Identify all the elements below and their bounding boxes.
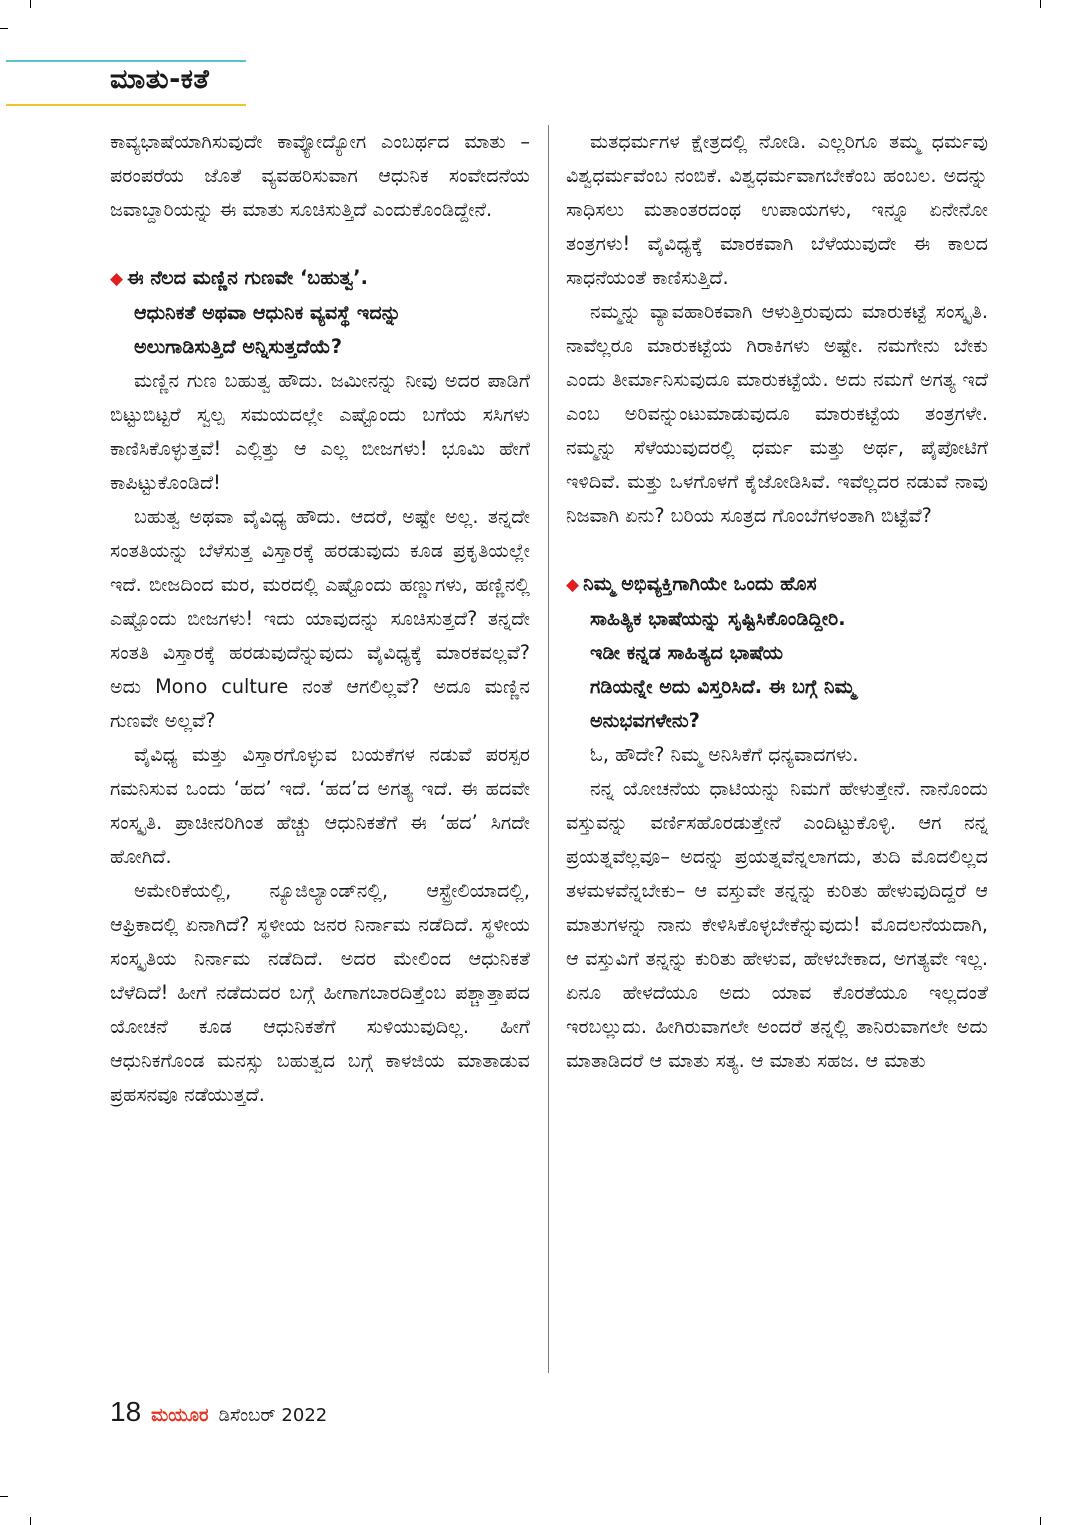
answer-paragraph: ಓ, ಹೌದೇ? ನಿಮ್ಮ ಅನಿಸಿಕೆಗೆ ಧನ್ಯವಾದಗಳು.	[590, 743, 859, 766]
intro-paragraph: ಕಾವ್ಯಭಾಷೆಯಾಗಿಸುವುದೇ ಕಾವ್ಯೋದ್ಯೋಗ ಎಂಬರ್ಥದ ಮಾತು – ಪರಂಪರೆಯ ಜೊತೆ ವ್ಯವಹರಿಸುವಾಗ ಆಧುನಿಕ ಸಂವೇದನೆಯ ಜವಾಬ್ದಾರಿಯನ್ನು ಈ ಮಾತು ಸೂಚಿಸುತ್ತಿದೆ ಎಂದುಕೊಂಡಿದ್ದೇನೆ.	[110, 130, 530, 221]
crop-mark	[1040, 0, 1041, 8]
crop-mark	[0, 28, 8, 29]
question-line: ಆಧುನಿಕತೆ ಅಥವಾ ಆಧುನಿಕ ವ್ಯವಸ್ಥೆ ಇದನ್ನು	[134, 301, 402, 324]
answer-paragraph: ಅಮೇರಿಕೆಯಲ್ಲಿ, ನ್ಯೂಜಿಲ್ಯಾಂಡ್‌ನಲ್ಲಿ, ಆಸ್ಟ್ರೇಲಿಯಾದಲ್ಲಿ, ಆಫ್ರಿಕಾದಲ್ಲಿ ಏನಾಗಿದೆ? ಸ್ಥಳೀಯ ಜನರ ನಿರ್ನಾಮ ನಡೆದಿದೆ. ಸ್ಥಳೀಯ ಸಂಸ್ಕೃತಿಯ ನಿರ್ನಾಮ ನಡೆದಿದೆ. ಅದರ ಮೇಲಿಂದ ಆಧುನಿಕತೆ ಬೆಳೆದಿದೆ! ಹೀಗೆ ನಡೆದುದರ ಬಗ್ಗೆ ಹೀಗಾಗಬಾರದಿತ್ತೆಂಬ ಪಶ್ಚಾತ್ತಾಪದ ಯೋಚನೆ ಕೂಡ ಆಧುನಿಕತೆಗೆ ಸುಳಿಯುವುದಿಲ್ಲ. ಹೀಗೆ ಆಧುನಿಕಗೊಂಡ ಮನಸ್ಸು ಬಹುತ್ವದ ಬಗ್ಗೆ ಕಾಳಜಿಯ ಮಾತಾಡುವ ಪ್ರಹಸನವೂ ನಡೆಯುತ್ತದೆ.	[110, 879, 530, 1106]
question-text: ನಿಮ್ಮ ಅಭಿವ್ಯಕ್ತಿಗಾಗಿಯೇ ಒಂದು ಹೊಸ	[583, 572, 817, 595]
question-line: ಅಲುಗಾಡಿಸುತ್ತಿದೆ ಅನ್ನಿಸುತ್ತದೆಯೆ?	[134, 335, 342, 358]
answer-paragraph: ಮಣ್ಣಿನ ಗುಣ ಬಹುತ್ವ ಹೌದು. ಜಮೀನನ್ನು ನೀವು ಅದರ ಪಾಡಿಗೆ ಬಿಟ್ಟುಬಿಟ್ಟರೆ ಸ್ವಲ್ಪ ಸಮಯದಲ್ಲೇ ಎಷ್ಟೊಂದು ಬಗೆಯ ಸಸಿಗಳು ಕಾಣಿಸಿಕೊಳ್ಳುತ್ತವೆ! ಎಲ್ಲಿತ್ತು ಆ ಎಲ್ಲ ಬೀಜಗಳು! ಭೂಮಿ ಹೇಗೆ ಕಾಪಿಟ್ಟುಕೊಂಡಿದೆ!	[110, 369, 530, 494]
answer-paragraph: ಮತಧರ್ಮಗಳ ಕ್ಷೇತ್ರದಲ್ಲಿ ನೋಡಿ. ಎಲ್ಲರಿಗೂ ತಮ್ಮ ಧರ್ಮವು ವಿಶ್ವಧರ್ಮವೆಂಬ ನಂಬಿಕೆ. ವಿಶ್ವಧರ್ಮವಾಗಬೇಕೆಂಬ ಹಂಬಲ. ಅದನ್ನು ಸಾಧಿಸಲು ಮತಾಂತರದಂಥ ಉಪಾಯಗಳು, ಇನ್ನೂ ಏನೇನೋ ತಂತ್ರಗಳು! ವೈವಿಧ್ಯಕ್ಕೆ ಮಾರಕವಾಗಿ ಬೆಳೆಯುವುದೇ ಈ ಕಾಲದ ಸಾಧನೆಯಂತೆ ಕಾಣಿಸುತ್ತಿದೆ.	[566, 130, 988, 289]
diamond-bullet-icon: ◆	[110, 269, 124, 289]
header-rule-top	[6, 60, 246, 62]
crop-mark	[30, 0, 31, 8]
question-text: ಈ ನೆಲದ ಮಣ್ಣಿನ ಗುಣವೇ ‘ಬಹುತ್ವ’.	[127, 266, 368, 289]
question-line	[566, 567, 988, 602]
crop-mark	[0, 1496, 8, 1497]
page-footer	[110, 1396, 327, 1428]
header-rule-bottom	[6, 104, 246, 106]
issue-date: ಡಿಸೆಂಬರ್ 2022	[218, 1405, 328, 1426]
question-line: ಇಡೀ ಕನ್ನಡ ಸಾಹಿತ್ಯದ ಭಾಷೆಯ	[590, 641, 784, 664]
column-divider	[548, 125, 549, 1373]
question-line: ಸಾಹಿತ್ಯಿಕ ಭಾಷೆಯನ್ನು ಸೃಷ್ಟಿಸಿಕೊಂಡಿದ್ದೀರಿ.	[590, 607, 846, 630]
magazine-logo: ಮಯೂರ	[151, 1405, 209, 1426]
answer-paragraph: ಬಹುತ್ವ ಅಥವಾ ವೈವಿಧ್ಯ ಹೌದು. ಆದರೆ, ಅಷ್ಟೇ ಅಲ್ಲ. ತನ್ನದೇ ಸಂತತಿಯನ್ನು ಬೆಳೆಸುತ್ತ ವಿಸ್ತಾರಕ್ಕೆ ಹರಡುವುದು ಕೂಡ ಪ್ರಕೃತಿಯಲ್ಲೇ ಇದೆ. ಬೀಜದಿಂದ ಮರ, ಮರದಲ್ಲಿ ಎಷ್ಟೊಂದು ಹಣ್ಣುಗಳು, ಹಣ್ಣಿನಲ್ಲಿ ಎಷ್ಟೊಂದು ಬೀಜಗಳು! ಇದು ಯಾವುದನ್ನು ಸೂಚಿಸುತ್ತದೆ? ತನ್ನದೇ ಸಂತತಿ ವಿಸ್ತಾರಕ್ಕೆ ಹರಡುವುದೆನ್ನುವುದು ವೈವಿಧ್ಯಕ್ಕೆ ಮಾರಕವಲ್ಲವೆ? ಅದು Mono culture ನಂತೆ ಆಗಲಿಲ್ಲವೆ? ಅದೂ ಮಣ್ಣಿನ ಗುಣವೇ ಅಲ್ಲವೆ?	[110, 505, 530, 732]
answer-paragraph: ವೈವಿಧ್ಯ ಮತ್ತು ವಿಸ್ತಾರಗೊಳ್ಳುವ ಬಯಕೆಗಳ ನಡುವೆ ಪರಸ್ಪರ ಗಮನಿಸುವ ಒಂದು ‘ಹದ’ ಇದೆ. ‘ಹದ’ದ ಅಗತ್ಯ ಇದೆ. ಈ ಹದವೇ ಸಂಸ್ಕೃತಿ. ಪ್ರಾಚೀನರಿಗಿಂತ ಹೆಚ್ಚು ಆಧುನಿಕತೆಗೆ ಈ ‘ಹದ’ ಸಿಗದೇ ಹೋಗಿದೆ.	[110, 743, 530, 868]
right-column	[566, 125, 988, 1078]
spacer	[110, 227, 530, 261]
spacer	[566, 533, 988, 567]
section-title: ಮಾತು-ಕತೆ	[110, 64, 210, 95]
crop-mark	[1040, 1517, 1041, 1525]
page-number: 18	[110, 1396, 142, 1427]
diamond-bullet-icon: ◆	[566, 575, 580, 595]
question-line: ಗಡಿಯನ್ನೇ ಅದು ವಿಸ್ತರಿಸಿದೆ. ಈ ಬಗ್ಗೆ ನಿಮ್ಮ	[590, 675, 856, 698]
question-line	[110, 261, 530, 296]
left-column	[110, 125, 530, 1112]
answer-paragraph: ನನ್ನ ಯೋಚನೆಯ ಧಾಟಿಯನ್ನು ನಿಮಗೆ ಹೇಳುತ್ತೇನೆ. ನಾನೊಂದು ವಸ್ತುವನ್ನು ವರ್ಣಿಸಹೊರಡುತ್ತೇನೆ ಎಂದಿಟ್ಟುಕೊಳ್ಳಿ. ಆಗ ನನ್ನ ಪ್ರಯತ್ನವೆಲ್ಲವೂ– ಅದನ್ನು ಪ್ರಯತ್ನವೆನ್ನಲಾಗದು, ತುದಿ ಮೊದಲಿಲ್ಲದ ತಳಮಳವೆನ್ನಬೇಕು– ಆ ವಸ್ತುವೇ ತನ್ನನ್ನು ಕುರಿತು ಹೇಳುವುದಿದ್ದರೆ ಆ ಮಾತುಗಳನ್ನು ನಾನು ಕೇಳಿಸಿಕೊಳ್ಳಬೇಕೆನ್ನುವುದು! ಮೊದಲನೆಯದಾಗಿ, ಆ ವಸ್ತುವಿಗೆ ತನ್ನನ್ನು ಕುರಿತು ಹೇಳುವ, ಹೇಳಬೇಕಾದ, ಅಗತ್ಯವೇ ಇಲ್ಲ. ಏನೂ ಹೇಳದೆಯೂ ಅದು ಯಾವ ಕೊರತೆಯೂ ಇಲ್ಲದಂತೆ ಇರಬಲ್ಲುದು. ಹೀಗಿರುವಾಗಲೇ ಅಂದರೆ ತನ್ನಲ್ಲಿ ತಾನಿರುವಾಗಲೇ ಅದು ಮಾತಾಡಿದರೆ ಆ ಮಾತು ಸತ್ಯ. ಆ ಮಾತು ಸಹಜ. ಆ ಮಾತು	[566, 777, 988, 1072]
answer-paragraph: ನಮ್ಮನ್ನು ವ್ಯಾವಹಾರಿಕವಾಗಿ ಆಳುತ್ತಿರುವುದು ಮಾರುಕಟ್ಟೆ ಸಂಸ್ಕೃತಿ. ನಾವೆಲ್ಲರೂ ಮಾರುಕಟ್ಟೆಯ ಗಿರಾಕಿಗಳು ಅಷ್ಟೇ. ನಮಗೇನು ಬೇಕು ಎಂದು ತೀರ್ಮಾನಿಸುವುದೂ ಮಾರುಕಟ್ಟೆಯೆ. ಅದು ನಮಗೆ ಅಗತ್ಯ ಇದೆ ಎಂಬ ಅರಿವನ್ನುಂಟುಮಾಡುವುದೂ ಮಾರುಕಟ್ಟೆಯ ತಂತ್ರಗಳೇ. ನಮ್ಮನ್ನು ಸೆಳೆಯುವುದರಲ್ಲಿ ಧರ್ಮ ಮತ್ತು ಅರ್ಥ, ಪೈಪೋಟಿಗೆ ಇಳಿದಿವೆ. ಮತ್ತು ಒಳಗೊಳಗೆ ಕೈಜೋಡಿಸಿವೆ. ಇವೆಲ್ಲದರ ನಡುವೆ ನಾವು ನಿಜವಾಗಿ ಏನು? ಬರಿಯ ಸೂತ್ರದ ಗೊಂಬೆಗಳಂತಾಗಿ ಬಿಟ್ಟೆವೆ?	[566, 300, 988, 527]
crop-mark	[30, 1517, 31, 1525]
question-line: ಅನುಭವಗಳೇನು?	[590, 709, 700, 732]
